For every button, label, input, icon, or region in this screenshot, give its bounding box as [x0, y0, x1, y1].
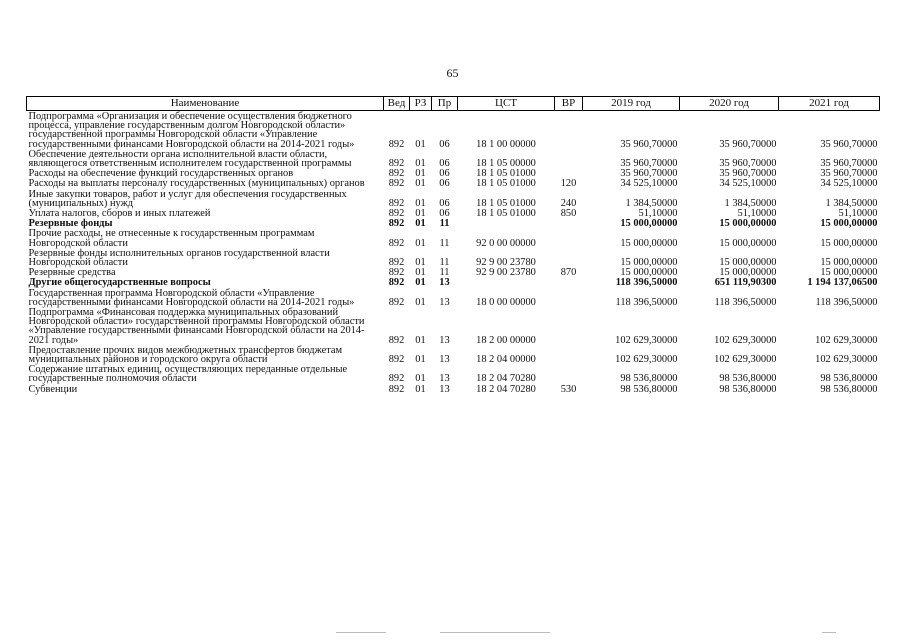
- cell-rz: 01: [415, 138, 426, 150]
- cell-ved: 892: [388, 218, 405, 230]
- cell-cst: 18 2 04 70280: [476, 373, 536, 385]
- cell-2020: 102 629,30000: [714, 354, 777, 366]
- cell-ved: 892: [388, 237, 405, 249]
- cell-2019: 102 629,30000: [615, 354, 678, 366]
- table-row: [27, 277, 880, 287]
- cell-2019: 15 000,00000: [620, 218, 678, 230]
- cell-2021: 1 194 137,06500: [807, 277, 878, 289]
- cell-2021: 35 960,70000: [820, 168, 878, 180]
- cell-name: Резервные фонды исполнительных органов государственной власти Новгородской области: [28, 247, 330, 269]
- cell-rz: 01: [415, 237, 426, 249]
- cell-pr: 11: [439, 237, 450, 249]
- cell-cst: 92 9 00 23780: [476, 267, 536, 279]
- cell-pr: 06: [439, 138, 450, 150]
- cell-2021: 1 384,50000: [825, 197, 878, 209]
- cell-vr: 530: [560, 383, 577, 395]
- cell-2020: 651 119,90300: [714, 277, 777, 289]
- cell-rz: 01: [415, 257, 426, 269]
- table-row: [27, 208, 880, 218]
- cell-2019: 15 000,00000: [620, 237, 678, 249]
- cell-2021: 118 396,50000: [815, 296, 878, 308]
- cell-pr: 06: [439, 197, 450, 209]
- cell-vr: [555, 149, 583, 168]
- cell-vr: [555, 277, 583, 287]
- cell-pr: 06: [439, 168, 450, 180]
- cell-2019: 35 960,70000: [620, 138, 678, 150]
- cell-2019: 98 536,80000: [620, 373, 678, 385]
- table-row: [27, 248, 880, 267]
- cell-2019: 98 536,80000: [620, 383, 678, 395]
- table-row: [27, 111, 880, 149]
- cell-name: Предоставление прочих видов межбюджетных трансфертов бюджетам муниципальных районов и городского округа области: [28, 344, 343, 366]
- cell-2020: 35 960,70000: [719, 158, 777, 170]
- cell-2020: 51,10000: [737, 208, 777, 220]
- table-row: [27, 364, 880, 383]
- cell-2021: 102 629,30000: [815, 354, 878, 366]
- cell-2021: 98 536,80000: [820, 383, 878, 395]
- cell-rz: 01: [415, 383, 426, 395]
- cell-rz: 01: [415, 277, 426, 289]
- cell-rz: 01: [415, 208, 426, 220]
- cell-cst: 18 2 04 70280: [476, 383, 536, 395]
- cell-2019: 51,10000: [638, 208, 678, 220]
- cell-2020: 34 525,10000: [719, 178, 777, 190]
- cell-vr: [555, 288, 583, 307]
- cell-rz: 01: [415, 197, 426, 209]
- cell-pr: 06: [439, 208, 450, 220]
- cell-name: Государственная программа Новгородской области «Управление государственными финансами Новгородской области на 2014-2021 годы»: [28, 287, 355, 308]
- scan-artifact: [440, 632, 550, 633]
- cell-cst: 18 0 00 00000: [476, 296, 536, 308]
- cell-2020: 15 000,00000: [719, 257, 777, 269]
- cell-2021: 15 000,00000: [820, 218, 878, 230]
- cell-name: Расходы на обеспечение функций государственных органов: [28, 168, 294, 180]
- cell-2020: 98 536,80000: [719, 373, 777, 385]
- table-row: [27, 288, 880, 307]
- cell-cst: [458, 218, 555, 228]
- cell-name: Прочие расходы, не отнесенные к государственным программам Новгородской области: [28, 228, 315, 249]
- col-header-pr: Пр: [432, 97, 458, 111]
- cell-ved: 892: [388, 158, 405, 170]
- cell-ved: 892: [388, 267, 405, 279]
- cell-pr: 13: [439, 334, 450, 346]
- cell-cst: 18 2 04 00000: [476, 354, 536, 366]
- cell-rz: 01: [415, 354, 426, 366]
- cell-rz: 01: [415, 158, 426, 170]
- cell-2021: 35 960,70000: [820, 158, 878, 170]
- table-row: [27, 345, 880, 364]
- table-row: [27, 178, 880, 188]
- cell-2019: 15 000,00000: [620, 267, 678, 279]
- cell-name: Субвенции: [28, 383, 78, 395]
- table-body: [27, 111, 880, 394]
- table-row: [27, 228, 880, 247]
- cell-rz: 01: [415, 373, 426, 385]
- table-row: [27, 307, 880, 345]
- budget-table: [26, 96, 880, 394]
- cell-cst: 92 0 00 00000: [476, 237, 536, 249]
- cell-cst: 18 1 05 01000: [476, 197, 536, 209]
- cell-2019: 15 000,00000: [620, 257, 678, 269]
- table-row: [27, 189, 880, 208]
- cell-2020: 118 396,50000: [714, 296, 777, 308]
- col-header-name: Наименование: [27, 97, 384, 111]
- cell-name: Подпрограмма «Организация и обеспечение осуществления бюджетного процесса, управление государственным долгом Новгородской области» государственной программы Новгородской области «Управление государственными финансами Новгородской области на 2014-2021 годы»: [28, 111, 355, 150]
- cell-2020: 15 000,00000: [719, 218, 777, 230]
- cell-ved: 892: [388, 178, 405, 190]
- cell-vr: [555, 228, 583, 247]
- table-row: [27, 149, 880, 168]
- cell-rz: 01: [415, 334, 426, 346]
- cell-ved: 892: [388, 257, 405, 269]
- cell-name: Уплата налогов, сборов и иных платежей: [28, 208, 211, 220]
- cell-ved: 892: [388, 168, 405, 180]
- cell-pr: 11: [439, 218, 450, 230]
- cell-cst: 18 2 00 00000: [476, 334, 536, 346]
- cell-2020: 35 960,70000: [719, 138, 777, 150]
- cell-ved: 892: [388, 138, 405, 150]
- cell-cst: 18 1 00 00000: [476, 138, 536, 150]
- col-header-cst: ЦСТ: [458, 97, 555, 111]
- cell-cst: 18 1 05 01000: [476, 168, 536, 180]
- cell-vr: [555, 248, 583, 267]
- cell-vr: [555, 364, 583, 383]
- cell-2019: 1 384,50000: [625, 197, 678, 209]
- cell-2021: 34 525,10000: [820, 178, 878, 190]
- cell-name: Обеспечение деятельности органа исполнительной власти области, являющегося ответственным исполнителем государственной программы: [28, 148, 352, 170]
- cell-pr: 13: [439, 296, 450, 308]
- cell-2019: 118 396,50000: [615, 277, 678, 289]
- cell-vr: 240: [560, 197, 577, 209]
- page-number: 65: [446, 66, 459, 80]
- cell-2020: 15 000,00000: [719, 267, 777, 279]
- cell-cst: 92 9 00 23780: [476, 257, 536, 269]
- cell-vr: [555, 345, 583, 364]
- cell-2021: 35 960,70000: [820, 138, 878, 150]
- cell-vr: [555, 168, 583, 178]
- cell-2019: 102 629,30000: [615, 334, 678, 346]
- col-header-2020: 2020 год: [680, 97, 779, 111]
- table-header-row: [27, 97, 880, 111]
- cell-ved: 892: [388, 277, 405, 289]
- col-header-2019: 2019 год: [583, 97, 680, 111]
- cell-2020: 1 384,50000: [724, 197, 777, 209]
- cell-name: Подпрограмма «Финансовая поддержка муниципальных образований Новгородской области» государственной программы Новгородской области «Управление государственными финансами Новгородской области на 2014-2021 годы»: [28, 307, 365, 346]
- cell-rz: 01: [415, 267, 426, 279]
- cell-ved: 892: [388, 354, 405, 366]
- cell-name: Резервные фонды: [28, 218, 113, 230]
- cell-2021: 15 000,00000: [820, 267, 878, 279]
- cell-pr: 11: [439, 257, 450, 269]
- cell-2020: 102 629,30000: [714, 334, 777, 346]
- cell-pr: 13: [439, 277, 450, 289]
- cell-cst: 18 1 05 01000: [476, 208, 536, 220]
- cell-name: Другие общегосударственные вопросы: [28, 277, 211, 289]
- cell-pr: 11: [439, 267, 450, 279]
- cell-ved: 892: [388, 383, 405, 395]
- cell-2019: 35 960,70000: [620, 168, 678, 180]
- cell-vr: 850: [560, 208, 577, 220]
- table-row: [27, 267, 880, 277]
- cell-cst: 18 1 05 00000: [476, 158, 536, 170]
- table-row: [27, 384, 880, 394]
- scan-artifact: [822, 632, 836, 633]
- cell-2019: 35 960,70000: [620, 158, 678, 170]
- cell-cst: 18 1 05 01000: [476, 178, 536, 190]
- cell-name: Содержание штатных единиц, осуществляющих переданные отдельные государственные полномочия области: [28, 364, 348, 385]
- cell-ved: 892: [388, 373, 405, 385]
- cell-2020: 98 536,80000: [719, 383, 777, 395]
- cell-vr: [555, 307, 583, 345]
- cell-vr: 120: [560, 178, 577, 190]
- cell-rz: 01: [415, 218, 426, 230]
- cell-pr: 13: [439, 354, 450, 366]
- cell-vr: 870: [560, 267, 577, 279]
- cell-2021: 51,10000: [838, 208, 878, 220]
- table-row: [27, 218, 880, 228]
- cell-pr: 06: [439, 158, 450, 170]
- cell-rz: 01: [415, 296, 426, 308]
- cell-ved: 892: [388, 296, 405, 308]
- col-header-rz: РЗ: [410, 97, 432, 111]
- cell-pr: 13: [439, 383, 450, 395]
- col-header-ved: Вед: [384, 97, 410, 111]
- cell-pr: 13: [439, 373, 450, 385]
- table-row: [27, 168, 880, 178]
- cell-2021: 15 000,00000: [820, 257, 878, 269]
- cell-rz: 01: [415, 178, 426, 190]
- cell-ved: 892: [388, 334, 405, 346]
- cell-ved: 892: [388, 208, 405, 220]
- cell-2020: 35 960,70000: [719, 168, 777, 180]
- cell-2020: 15 000,00000: [719, 237, 777, 249]
- cell-vr: [555, 111, 583, 149]
- cell-2019: 118 396,50000: [615, 296, 678, 308]
- cell-2021: 98 536,80000: [820, 373, 878, 385]
- col-header-2021: 2021 год: [779, 97, 880, 111]
- cell-2019: 34 525,10000: [620, 178, 678, 190]
- cell-name: Резервные средства: [28, 267, 116, 279]
- cell-cst: [458, 277, 555, 287]
- cell-rz: 01: [415, 168, 426, 180]
- cell-ved: 892: [388, 197, 405, 209]
- cell-name: Иные закупки товаров, работ и услуг для обеспечения государственных (муниципальных) нужд: [28, 188, 347, 209]
- cell-2021: 15 000,00000: [820, 237, 878, 249]
- cell-pr: 06: [439, 178, 450, 190]
- scan-artifact: [336, 632, 386, 633]
- col-header-vr: ВР: [555, 97, 583, 111]
- cell-2021: 102 629,30000: [815, 334, 878, 346]
- cell-vr: [555, 218, 583, 228]
- cell-name: Расходы на выплаты персоналу государственных (муниципальных) органов: [28, 178, 365, 190]
